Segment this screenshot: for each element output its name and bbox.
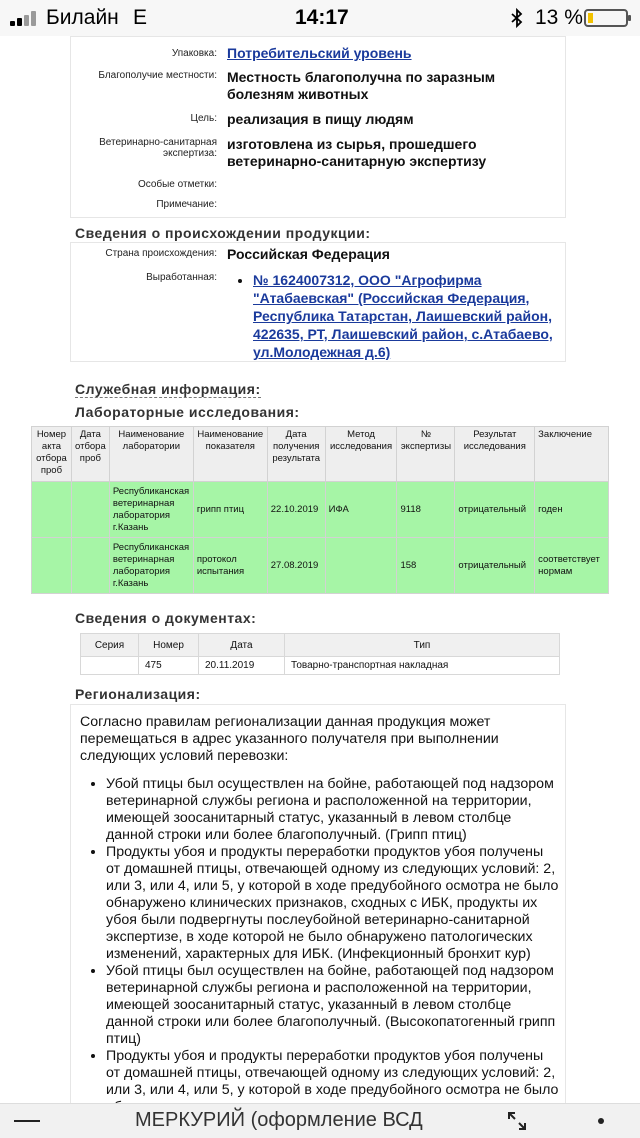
country-label: Страна происхождения: [105,248,217,259]
documents-col-header: Дата [199,634,285,657]
regionalization-condition: • Продукты убоя и продукты переработки продуктов убоя получены от домашней птицы, отвечающей одному из следующих условий: 2, или 3, или 4, или 5, у которой в ходе предубойного осмотра не было обнаружено клинических признаков, сходных с ИБК, продукты их убоя были подвергнуты послеубойной ветеринарно-санитарной экспертизе, в ходе которой не было обнаружено патологических изменений, характерных для ИБК. (Инфекционный бронхит кур) [106,844,560,963]
carrier-name: Билайн [46,6,119,29]
lab-cell: 158 [397,538,455,594]
documents-col-header: Номер [139,634,199,657]
bluetooth-icon [511,9,523,27]
lab-col-header: Результат исследования [455,427,535,482]
lab-col-header: Номер акта отбора проб [32,427,72,482]
lab-cell [325,538,397,594]
lab-col-header: Дата отбора проб [71,427,109,482]
documents-cell: Товарно-транспортная накладная [285,657,560,675]
regionalization-condition: • Продукты убоя и продукты переработки продуктов убоя получены от домашней птицы, отвечающей одному из следующих условий: 2, или 3, или 4, или 5, у которой в ходе предубойного осмотра не было [106,1048,560,1116]
lab-cell: отрицательный [455,538,535,594]
bottom-toolbar [0,1103,640,1138]
documents-section-title: Сведения о документах: [75,610,257,626]
lab-col-header: Заключение [535,427,609,482]
packaging-value[interactable]: Потребительский уровень [227,45,412,61]
lab-cell: 27.08.2019 [267,538,325,594]
signal-icon [10,10,40,26]
lab-table-header [32,427,609,482]
documents-table-header [81,634,560,657]
network-type: E [133,6,148,29]
lab-col-header: Наименование лаборатории [109,427,193,482]
lab-cell: 22.10.2019 [267,482,325,538]
lab-col-header: Метод исследования [325,427,397,482]
regionalization-condition: • Убой птицы был осуществлен на бойне, работающей под надзором ветеринарной службы региона и расположенной на территории, имеющей зоосанитарный статус, указанный в левом столбце данной строки или более благополучный. (Грипп птиц) [106,776,560,844]
locality-value: Местность благополучна по заразным болезням животных [227,69,496,102]
minus-icon[interactable] [14,1120,40,1122]
lab-cell: соответствует нормам [535,538,609,594]
dot-icon[interactable] [598,1118,604,1124]
lab-cell: годен [535,482,609,538]
special-marks-label: Особые отметки: [137,179,217,190]
country-value: Российская Федерация [227,246,390,262]
lab-col-header: № экспертизы [397,427,455,482]
purpose-label: Цель: [190,113,217,124]
note-label: Примечание: [156,199,217,210]
lab-cell: Республиканская ветеринарная лаборатория г.Казань [109,482,193,538]
tab-title[interactable]: МЕРКУРИЙ (оформление ВСД [135,1109,423,1131]
lab-cell [71,538,109,594]
lab-cell: ИФА [325,482,397,538]
lab-cell: 9118 [397,482,455,538]
service-info-toggle[interactable]: Служебная информация: [75,381,261,397]
documents-col-header: Тип [285,634,560,657]
documents-cell: 20.11.2019 [199,657,285,675]
packaging-label: Упаковка: [171,48,217,59]
regionalization-intro: Согласно правилам регионализации данная продукция может перемещаться в адрес указанного получателя при выполнении следующих условий перевозки: [80,714,499,764]
lab-cell [71,482,109,538]
lab-table [31,426,609,594]
documents-table-row [81,657,560,675]
producer-link[interactable]: • № 1624007312, ООО "Агрофирма "Атабаевская" (Российская Федерация, Республика Татарстан, Лаишевский район, 422635, РТ, Лаишевский район, с.Атабаево, ул.Молодежная д.6) [253,271,559,361]
battery-icon [584,9,628,27]
lab-table-row [32,482,609,538]
origin-section-title: Сведения о происхождении продукции: [75,225,371,241]
documents-cell [81,657,139,675]
lab-col-header: Наименование показателя [193,427,267,482]
lab-cell: отрицательный [455,482,535,538]
document-page [0,36,640,1103]
producer-label: Выработанная: [146,272,217,283]
lab-cell: протокол испытания [193,538,267,594]
documents-cell: 475 [139,657,199,675]
lab-cell: грипп птиц [193,482,267,538]
documents-col-header: Серия [81,634,139,657]
locality-label: Благополучие местности: [98,70,217,81]
vet-exam-label: Ветеринарно-санитарная экспертиза: [99,137,217,159]
documents-table [80,633,560,675]
producer-list [236,271,559,361]
purpose-value: реализация в пищу людям [227,111,414,127]
maximize-icon[interactable] [508,1112,526,1130]
lab-col-header: Дата получения результата [267,427,325,482]
regionalization-conditions [80,776,560,1116]
lab-cell: Республиканская ветеринарная лаборатория г.Казань [109,538,193,594]
regionalization-section-title: Регионализация: [75,686,201,702]
regionalization-condition: • Убой птицы был осуществлен на бойне, работающей под надзором ветеринарной службы региона и расположенной на территории, имеющей зоосанитарный статус, указанный в левом столбце данной строки или более благополучный. (Высокопатогенный грипп птиц) [106,963,560,1048]
lab-cell [32,482,72,538]
clock: 14:17 [295,6,349,29]
lab-cell [32,538,72,594]
vet-exam-value: изготовлена из сырья, прошедшего ветеринарно-санитарную экспертизу [227,136,487,169]
regionalization-content [80,714,560,1116]
battery-percent: 13 % [535,6,583,29]
lab-table-row [32,538,609,594]
lab-section-title: Лабораторные исследования: [75,404,300,420]
status-bar [0,0,640,36]
